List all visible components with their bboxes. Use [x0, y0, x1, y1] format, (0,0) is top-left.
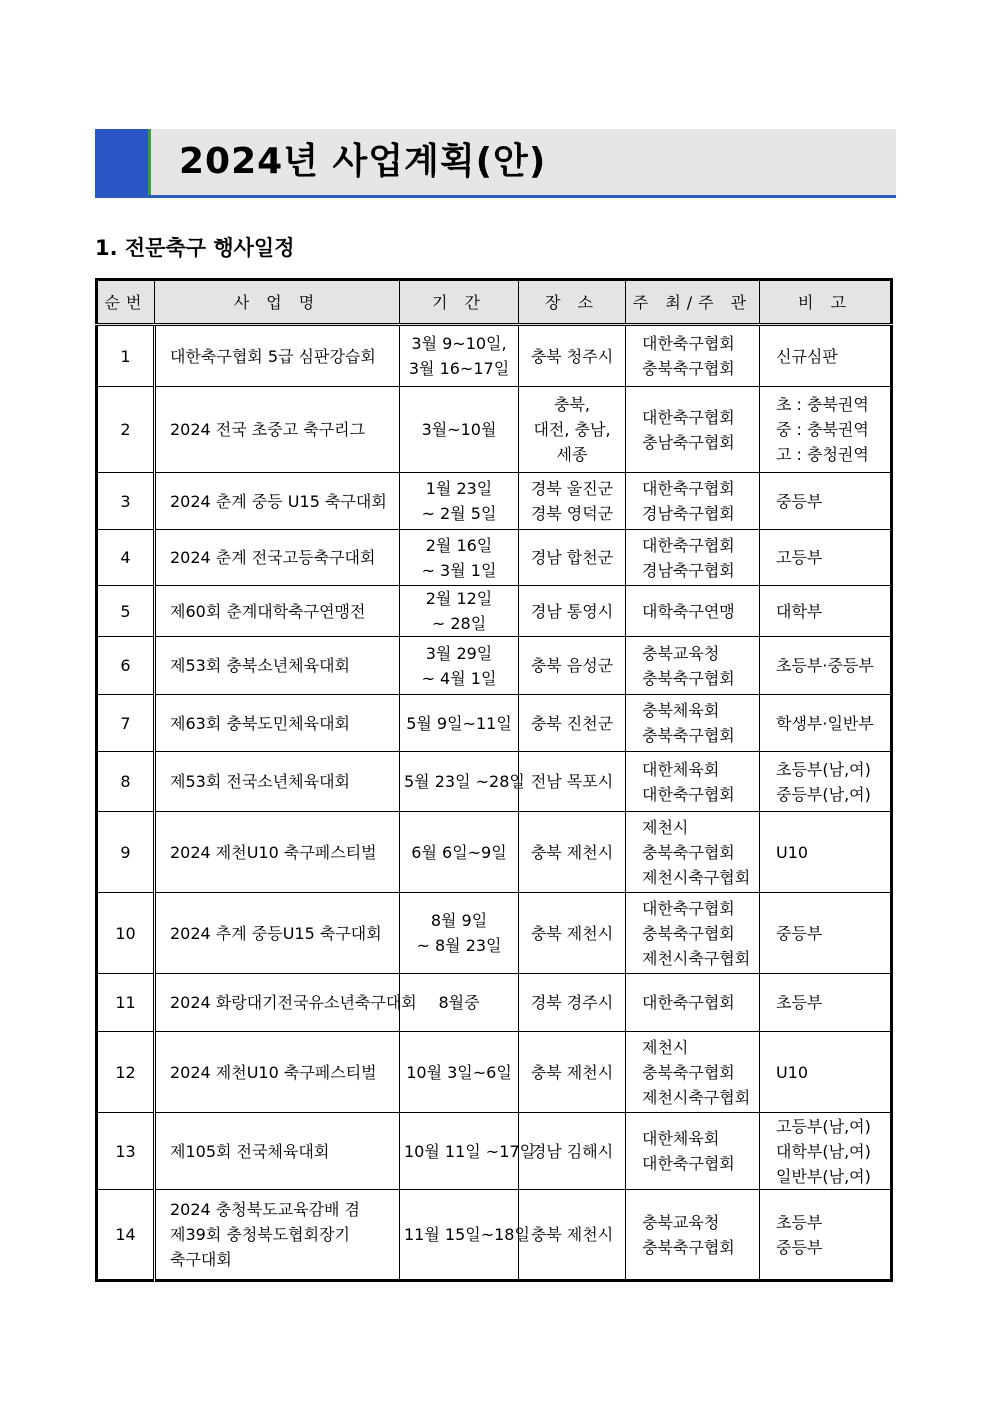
- cell-note-line: 고등부(남,여): [776, 1116, 871, 1136]
- cell-name-line: 제105회 전국체육대회: [170, 1141, 330, 1161]
- cell-name-line: 제60회 춘계대학축구연맹전: [170, 601, 366, 621]
- cell-period-line: ~ 8월 23일: [416, 936, 502, 955]
- cell-no: 5: [97, 586, 155, 637]
- cell-place-line: 충북 제천시: [530, 1225, 614, 1244]
- cell-place: [519, 695, 626, 752]
- cell-name: [155, 473, 400, 530]
- cell-note: [760, 974, 892, 1032]
- cell-name: [155, 325, 400, 387]
- title-bar: [95, 129, 896, 198]
- cell-place: [519, 586, 626, 637]
- cell-no: 13: [97, 1113, 155, 1190]
- cell-host: [626, 637, 760, 695]
- cell-period-line: 8월중: [438, 993, 480, 1012]
- cell-name: [155, 387, 400, 473]
- cell-place: [519, 473, 626, 530]
- cell-period-line: 3월 29일: [425, 643, 493, 663]
- cell-period-line: 2월 12일: [425, 589, 493, 608]
- cell-place: [519, 1032, 626, 1113]
- cell-host-line: 대한축구협회: [642, 993, 735, 1012]
- cell-place-line: 전남 목포시: [530, 772, 614, 791]
- cell-note: [760, 1032, 892, 1113]
- cell-period: [400, 586, 519, 637]
- cell-period: [400, 637, 519, 695]
- cell-note-line: 중등부: [776, 491, 823, 511]
- cell-note: [760, 325, 892, 387]
- cell-name-line: 2024 추계 중등U15 축구대회: [170, 923, 382, 943]
- cell-name-line: 2024 춘계 중등 U15 축구대회: [170, 491, 387, 511]
- cell-host-line: 대한축구협회: [642, 334, 735, 353]
- cell-no: 1: [97, 325, 155, 387]
- cell-period: [400, 974, 519, 1032]
- cell-host-line: 제천시: [642, 1037, 689, 1057]
- header-place: 장 소: [519, 280, 626, 325]
- cell-place-line: 충북 음성군: [530, 656, 614, 675]
- cell-host: [626, 893, 760, 974]
- header-no: 순번: [97, 280, 155, 325]
- cell-host-line: 경남축구협회: [642, 560, 735, 580]
- cell-place: [519, 752, 626, 812]
- cell-period: [400, 812, 519, 893]
- cell-host: [626, 387, 760, 473]
- cell-period: [400, 530, 519, 586]
- cell-note-line: 대학부(남,여): [776, 1141, 871, 1161]
- cell-period-line: 3월~10월: [421, 420, 497, 439]
- cell-name-line: 제53회 충북소년체육대회: [170, 656, 351, 675]
- header-name: 사 업 명: [155, 280, 400, 325]
- table-row: [97, 387, 892, 473]
- cell-note-line: 초등부: [776, 1212, 823, 1232]
- cell-host-line: 대한축구협회: [642, 535, 735, 555]
- cell-note: [760, 1190, 892, 1281]
- cell-period-line: ~ 2월 5일: [421, 504, 497, 523]
- cell-name-line: 제39회 충청북도협회장기: [170, 1225, 351, 1244]
- cell-host-line: 대한축구협회: [642, 898, 735, 918]
- cell-period: [400, 695, 519, 752]
- cell-place: [519, 325, 626, 387]
- header-host: 주 최/주 관: [626, 280, 760, 325]
- cell-name-line: 2024 화랑대기전국유소년축구대회: [170, 993, 417, 1012]
- cell-host-line: 충북교육청: [642, 643, 720, 663]
- cell-place-line: 충북 제천시: [530, 842, 614, 862]
- cell-period: [400, 1113, 536, 1190]
- cell-host: [626, 752, 760, 812]
- cell-period-line: 10월 3일~6일: [406, 1062, 512, 1082]
- cell-no: 3: [97, 473, 155, 530]
- cell-place: [519, 1190, 626, 1281]
- cell-note-line: 초등부(남,여): [776, 759, 871, 779]
- cell-place-line: 경남 합천군: [530, 548, 614, 567]
- cell-period-line: 3월 9~10일,: [411, 334, 507, 353]
- cell-host-line: 충북교육청: [642, 1212, 720, 1232]
- cell-host-line: 충북축구협회: [642, 1237, 735, 1257]
- table-row: [97, 695, 892, 752]
- cell-name: [155, 812, 400, 893]
- cell-name-line: 2024 제천U10 축구페스티벌: [170, 1062, 377, 1082]
- cell-period: [400, 1032, 519, 1113]
- cell-host-line: 충북체육회: [642, 701, 720, 720]
- page-title: 2024년 사업계획(안): [179, 141, 547, 182]
- cell-period: [400, 325, 519, 387]
- cell-host-line: 대한체육회: [642, 759, 720, 779]
- cell-place: [519, 530, 626, 586]
- cell-no: 6: [97, 637, 155, 695]
- cell-note-line: 중등부: [776, 1237, 823, 1257]
- cell-period-line: 5월 9일~11일: [406, 713, 512, 733]
- cell-period-line: 11월 15일~18일: [404, 1225, 530, 1244]
- cell-note-line: 초 : 충북권역: [776, 395, 869, 414]
- cell-place-line: 경북 영덕군: [530, 504, 614, 523]
- cell-host-line: 충북축구협회: [642, 668, 735, 688]
- cell-place-line: 세종: [556, 445, 588, 464]
- cell-note: [760, 893, 892, 974]
- cell-note-line: 학생부·일반부: [776, 713, 874, 733]
- cell-host: [626, 974, 760, 1032]
- cell-name: [155, 695, 400, 752]
- table-row: [97, 1190, 892, 1281]
- cell-name: [155, 1190, 400, 1281]
- cell-no: 7: [97, 695, 155, 752]
- cell-note: [760, 387, 892, 473]
- cell-note-line: 고등부: [776, 548, 823, 567]
- cell-note-line: 중등부(남,여): [776, 784, 871, 804]
- cell-host-line: 충북축구협회: [642, 726, 735, 745]
- cell-note-line: 대학부: [776, 601, 823, 621]
- cell-host-line: 대한체육회: [642, 1129, 720, 1148]
- cell-name: [155, 1032, 400, 1113]
- cell-note-line: 초등부: [776, 993, 823, 1012]
- cell-place: [519, 893, 626, 974]
- table-row: [97, 1032, 892, 1113]
- table-row: [97, 637, 892, 695]
- cell-no: 9: [97, 812, 155, 893]
- cell-note-line: 신규심판: [776, 346, 838, 366]
- cell-name: [155, 752, 400, 812]
- table-row: [97, 812, 892, 893]
- cell-host-line: 대학축구연맹: [642, 601, 735, 621]
- cell-name-line: 제53회 전국소년체육대회: [170, 772, 351, 791]
- title-accent-block: [95, 129, 148, 195]
- cell-host: [626, 1113, 760, 1190]
- schedule-table: [95, 278, 893, 1282]
- table-row: [97, 586, 892, 637]
- cell-note-line: U10: [776, 842, 809, 862]
- cell-name-line: 대한축구협회 5급 심판강습회: [170, 346, 376, 366]
- cell-period-line: ~ 28일: [431, 614, 487, 633]
- cell-period: [400, 473, 519, 530]
- section-heading: 1. 전문축구 행사일정: [95, 236, 295, 260]
- cell-period-line: 6월 6일~9일: [411, 842, 507, 862]
- cell-place: [519, 387, 626, 473]
- cell-host: [626, 1032, 760, 1113]
- cell-place-line: 경북 경주시: [530, 993, 614, 1012]
- cell-place: [519, 637, 626, 695]
- cell-note: [760, 1113, 892, 1190]
- cell-host: [626, 1190, 760, 1281]
- cell-period-line: 3월 16~17일: [408, 359, 510, 378]
- cell-name-line: 축구대회: [170, 1250, 232, 1269]
- cell-name: [155, 974, 417, 1032]
- cell-period-line: ~ 3월 1일: [421, 560, 497, 580]
- table-row: [97, 752, 892, 812]
- cell-name-line: 2024 충청북도교육감배 겸: [170, 1200, 360, 1219]
- cell-no: 10: [97, 893, 155, 974]
- cell-name-line: 2024 제천U10 축구페스티벌: [170, 842, 377, 862]
- cell-host-line: 대한축구협회: [642, 1154, 735, 1173]
- cell-host-line: 충남축구협회: [642, 432, 735, 452]
- cell-note: [760, 473, 892, 530]
- cell-host: [626, 695, 760, 752]
- cell-note: [760, 695, 892, 752]
- cell-note-line: 중등부: [776, 923, 823, 943]
- cell-place: [519, 812, 626, 893]
- cell-place-line: 충북 진천군: [530, 713, 614, 733]
- cell-host: [626, 325, 760, 387]
- cell-place-line: 대전, 충남,: [533, 420, 611, 439]
- cell-place-line: 경남 통영시: [530, 601, 614, 621]
- cell-place-line: 충북,: [554, 395, 590, 414]
- cell-place-line: 충북 제천시: [530, 923, 614, 943]
- cell-note: [760, 752, 892, 812]
- table-header-row: [97, 280, 892, 325]
- table-row: [97, 325, 892, 387]
- cell-no: 11: [97, 974, 155, 1032]
- cell-no: 14: [97, 1190, 155, 1281]
- cell-period-line: 10월 11일 ~17일: [404, 1141, 536, 1161]
- cell-no: 4: [97, 530, 155, 586]
- cell-host-line: 충북축구협회: [642, 842, 735, 862]
- cell-host-line: 대한축구협회: [642, 407, 735, 427]
- table-row: [97, 893, 892, 974]
- cell-host-line: 충북축구협회: [642, 923, 735, 943]
- cell-note-line: 초등부·중등부: [776, 656, 874, 675]
- cell-note-line: 고 : 충청권역: [776, 445, 869, 464]
- cell-no: 8: [97, 752, 155, 812]
- table-row: [97, 1113, 892, 1190]
- cell-name: [155, 893, 400, 974]
- cell-host: [626, 530, 760, 586]
- cell-period-line: 2월 16일: [425, 535, 493, 555]
- cell-period-line: 8월 9일: [430, 911, 488, 930]
- cell-no: 2: [97, 387, 155, 473]
- cell-host: [626, 812, 760, 893]
- title-accent-line: [148, 129, 151, 195]
- cell-period: [400, 893, 519, 974]
- cell-name: [155, 530, 400, 586]
- cell-host-line: 제천시: [642, 817, 689, 837]
- cell-place: [519, 974, 626, 1032]
- cell-host-line: 제천시축구협회: [642, 1087, 751, 1107]
- header-note: 비 고: [760, 280, 892, 325]
- cell-name-line: 제63회 충북도민체육대회: [170, 713, 351, 733]
- cell-period: [400, 1190, 530, 1281]
- cell-note-line: U10: [776, 1062, 809, 1082]
- cell-host-line: 충북축구협회: [642, 359, 735, 378]
- cell-name-line: 2024 전국 초중고 축구리그: [170, 420, 366, 439]
- cell-name: [155, 1113, 400, 1190]
- cell-host-line: 충북축구협회: [642, 1062, 735, 1082]
- cell-place-line: 충북 청주시: [530, 346, 614, 366]
- cell-host-line: 대한축구협회: [642, 479, 735, 498]
- cell-note-line: 중 : 충북권역: [776, 420, 869, 439]
- cell-place-line: 경남 김해시: [530, 1141, 614, 1161]
- cell-name: [155, 637, 400, 695]
- cell-place: [519, 1113, 626, 1190]
- cell-name: [155, 586, 400, 637]
- cell-note: [760, 812, 892, 893]
- cell-place-line: 경북 울진군: [530, 479, 614, 498]
- cell-note: [760, 637, 892, 695]
- cell-period-line: 5월 23일 ~28일: [404, 772, 525, 791]
- table-row: [97, 974, 892, 1032]
- cell-host-line: 제천시축구협회: [642, 948, 751, 968]
- cell-note: [760, 586, 892, 637]
- cell-period-line: ~ 4월 1일: [421, 668, 497, 688]
- cell-host-line: 경남축구협회: [642, 504, 735, 523]
- cell-note: [760, 530, 892, 586]
- header-period: 기 간: [400, 280, 519, 325]
- cell-host: [626, 473, 760, 530]
- cell-host: [626, 586, 760, 637]
- cell-name-line: 2024 춘계 전국고등축구대회: [170, 548, 376, 567]
- cell-host-line: 제천시축구협회: [642, 867, 751, 887]
- table-row: [97, 473, 892, 530]
- cell-no: 12: [97, 1032, 155, 1113]
- table-row: [97, 530, 892, 586]
- cell-host-line: 대한축구협회: [642, 784, 735, 804]
- cell-period-line: 1월 23일: [425, 479, 493, 498]
- cell-place-line: 충북 제천시: [530, 1062, 614, 1082]
- cell-period: [400, 387, 519, 473]
- cell-period: [400, 752, 525, 812]
- cell-note-line: 일반부(남,여): [776, 1166, 871, 1186]
